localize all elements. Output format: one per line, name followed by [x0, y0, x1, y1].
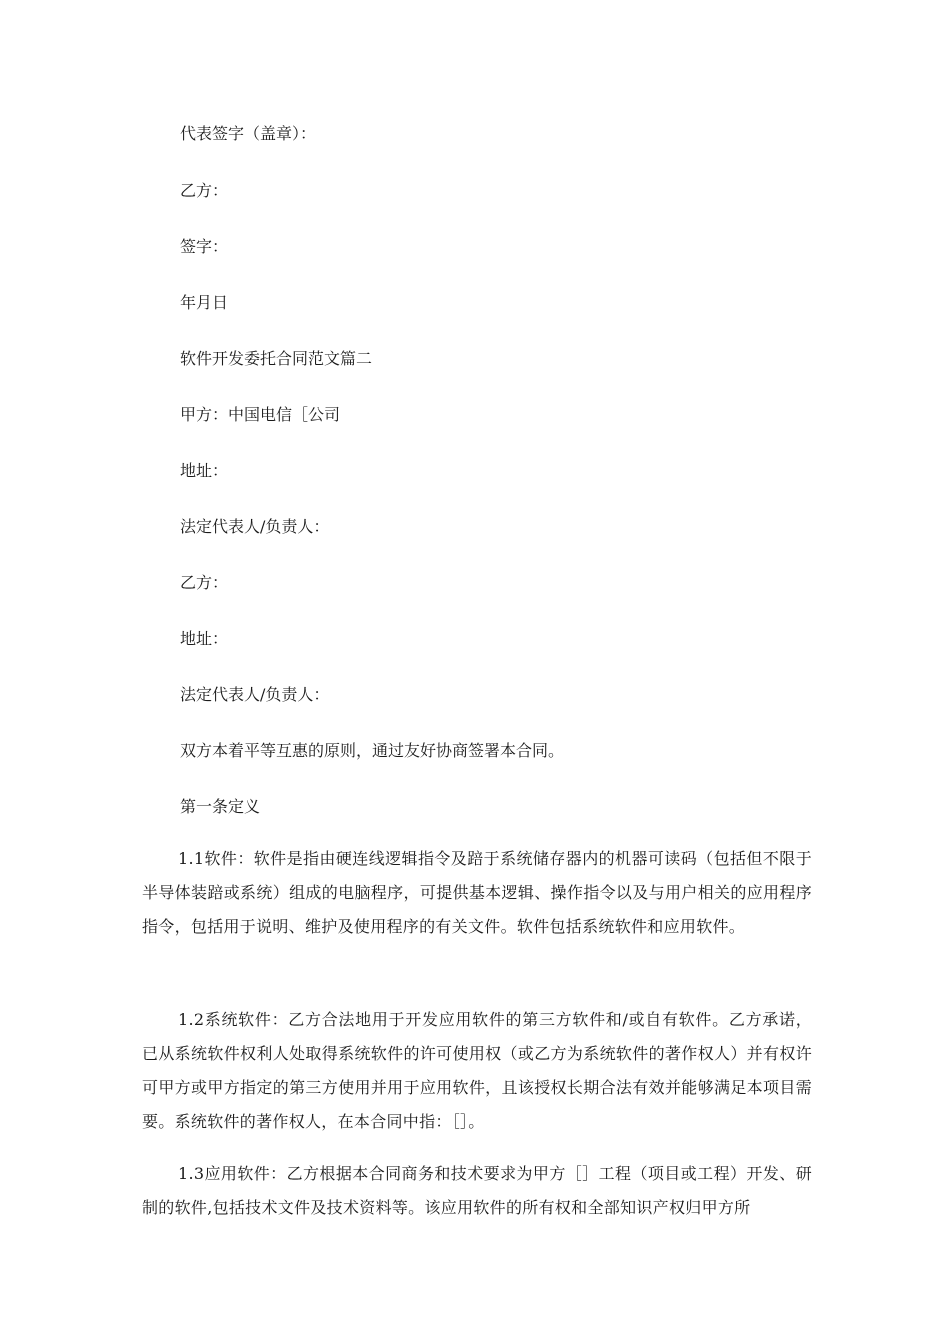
party-b-line-2: 乙方： — [180, 573, 229, 592]
preamble-line: 双方本着平等互惠的原则，通过友好协商签署本合同。 — [180, 741, 565, 760]
definition-paragraph-system-software: 1.2系统软件：乙方合法地用于开发应用软件的第三方软件和/或自有软件。乙方承诺，已从系统软件权利人处取得系统软件的许可使用权（或乙方为系统软件的著作权人）并有权许可甲方或甲方指定的第三方使用并用于应用软件，且该授权长期合法有效并能够满足本项目需要。系统软件的著作权人，在本合同中指：［］。 — [142, 1010, 812, 1131]
article-heading: 第一条定义 — [180, 797, 261, 816]
representative-signature-line: 代表签字（盖章）： — [180, 124, 317, 143]
address-line-b: 地址： — [180, 629, 229, 648]
address-line-a: 地址： — [180, 461, 229, 480]
date-line: 年月日 — [180, 293, 229, 312]
signature-line: 签字： — [180, 237, 229, 256]
section-title: 软件开发委托合同范文篇二 — [180, 349, 373, 368]
legal-representative-line-b: 法定代表人/负责人： — [180, 685, 330, 704]
legal-representative-line-a: 法定代表人/负责人： — [180, 517, 330, 536]
party-b-line: 乙方： — [180, 181, 229, 200]
definition-paragraph-application-software: 1.3应用软件：乙方根据本合同商务和技术要求为甲方［］工程（项目或工程）开发、研制的软件,包括技术文件及技术资料等。该应用软件的所有权和全部知识产权归甲方所 — [142, 1164, 812, 1217]
party-a-line: 甲方：中国电信［公司 — [180, 405, 341, 424]
definition-paragraph-software: 1.1软件：软件是指由硬连线逻辑指令及踣于系统储存器内的机器可读码（包括但不限于半导体装踣或系统）组成的电脑程序，可提供基本逻辑、操作指令以及与用户相关的应用程序指令，包括用于说明、维护及使用程序的有关文件。软件包括系统软件和应用软件。 — [142, 849, 812, 936]
